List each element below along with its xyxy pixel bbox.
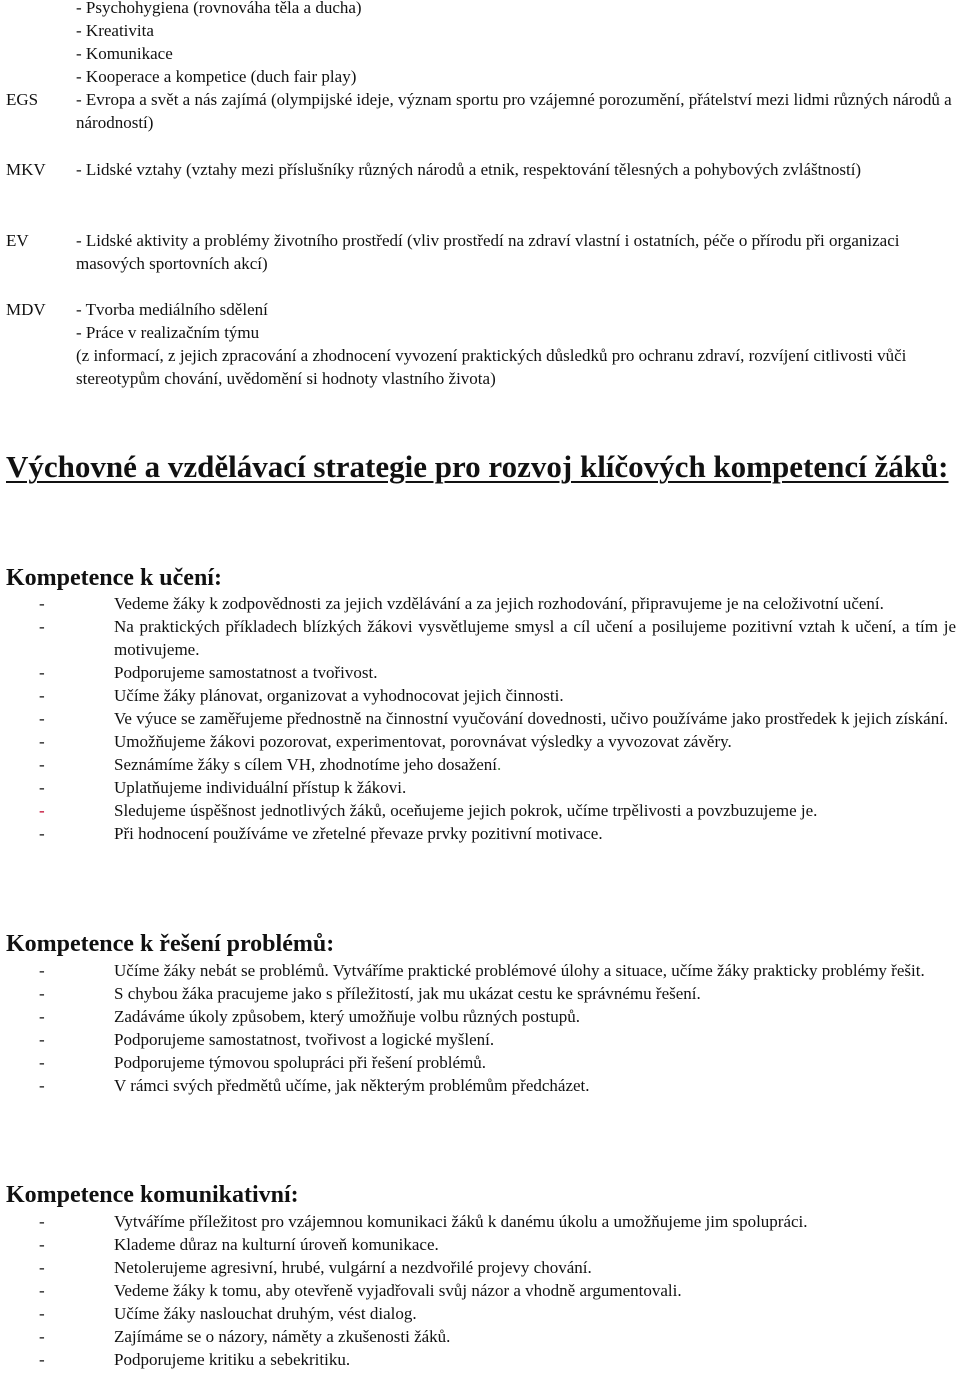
theme-content	[76, 298, 956, 390]
list-item	[0, 982, 960, 1005]
bullet-dash: -	[39, 732, 45, 751]
list-item	[0, 1074, 960, 1097]
bullet-dash: -	[39, 1212, 45, 1231]
list-item-text: Podporujeme kritiku a sebekritiku.	[114, 1350, 351, 1369]
list-item	[0, 1233, 960, 1256]
list-item	[0, 776, 960, 799]
theme-content	[76, 0, 956, 88]
list-item-text: Seznámíme žáky s cílem VH, zhodnotíme jeho dosažení	[114, 755, 498, 774]
list-item-text: Klademe důraz na kulturní úroveň komunikace.	[114, 1235, 439, 1254]
list-item	[0, 615, 960, 661]
list-item-text: Sledujeme úspěšnost jednotlivých žáků, oceňujeme jejich pokrok, učíme trpělivosti a povzbuzujeme je.	[114, 801, 818, 820]
communication-list	[0, 1210, 960, 1371]
section-heading-learning: Kompetence k učení:	[6, 565, 222, 591]
theme-line: - Kooperace a kompetice (duch fair play)	[76, 67, 357, 86]
bullet-dash: -	[39, 1258, 45, 1277]
bullet-dash: -	[39, 594, 45, 613]
section-heading-problem-solving: Kompetence k řešení problémů:	[6, 931, 335, 957]
list-item-text: Učíme žáky plánovat, organizovat a vyhodnocovat jejich činnosti.	[114, 686, 564, 705]
bullet-dash: -	[39, 1053, 45, 1072]
list-item	[0, 661, 960, 684]
bullet-dash: -	[39, 778, 45, 797]
bullet-dash: -	[39, 1350, 45, 1369]
list-item-text: S chybou žáka pracujeme jako s příležitostí, jak mu ukázat cestu ke správnému řešení.	[114, 984, 701, 1003]
list-item	[0, 822, 960, 845]
bullet-dash: -	[39, 709, 45, 728]
list-item-text: Zajímáme se o názory, náměty a zkušenosti žáků.	[114, 1327, 451, 1346]
list-item-text: Vedeme žáky k zodpovědnosti za jejich vzdělávání a za jejich rozhodování, připravujeme je na celoživotní učení.	[114, 594, 884, 613]
list-item-text: Umožňujeme žákovi pozorovat, experimentovat, porovnávat výsledky a vyvozovat závěry.	[114, 732, 732, 751]
theme-line: - Práce v realizačním týmu	[76, 323, 260, 342]
list-item-text: Netolerujeme agresivní, hrubé, vulgární a nezdvořilé projevy chování.	[114, 1258, 592, 1277]
list-item	[0, 959, 960, 982]
list-item-text: Podporujeme týmovou spolupráci při řešení problémů.	[114, 1053, 487, 1072]
list-item	[0, 799, 960, 822]
list-item	[0, 592, 960, 615]
bullet-dash: -	[39, 1304, 45, 1323]
bullet-dash: -	[39, 663, 45, 682]
bullet-dash: -	[39, 755, 45, 774]
list-item	[0, 730, 960, 753]
list-item	[0, 1302, 960, 1325]
list-item-text: Učíme žáky naslouchat druhým, vést dialog.	[114, 1304, 417, 1323]
list-item	[0, 1005, 960, 1028]
list-item	[0, 1051, 960, 1074]
list-item	[0, 1028, 960, 1051]
theme-line: (z informací, z jejich zpracování a zhodnocení vyvození praktických důsledků pro ochranu zdraví, rozvíjení citlivosti vůči stereotypům chování, uvědomění si hodnoty vlastního života)	[76, 346, 907, 388]
list-item-text: Vytváříme příležitost pro vzájemnou komunikaci žáků k danému úkolu a umožňujeme jim spolupráci.	[114, 1212, 808, 1231]
bullet-dash: -	[39, 984, 45, 1003]
list-item	[0, 1348, 960, 1371]
list-item-text: Vedeme žáky k tomu, aby otevřeně vyjadřovali svůj názor a vhodně argumentovali.	[114, 1281, 682, 1300]
bullet-dash: -	[39, 686, 45, 705]
theme-line: - Kreativita	[76, 21, 154, 40]
theme-line: - Psychohygiena (rovnováha těla a ducha)	[76, 0, 362, 17]
list-item-text: Při hodnocení používáme ve zřetelné převaze prvky pozitivní motivace.	[114, 824, 603, 843]
theme-line: - Lidské aktivity a problémy životního prostředí (vliv prostředí na zdraví vlastní i ostatních, péče o přírodu při organizaci masových sportovních akcí)	[76, 231, 900, 273]
theme-line: - Evropa a svět a nás zajímá (olympijské ideje, význam sportu pro vzájemné porozumění, přátelství mezi lidmi různých národů a národností)	[76, 90, 952, 132]
bullet-dash: -	[39, 1281, 45, 1300]
list-item	[0, 753, 960, 776]
bullet-dash: -	[39, 1030, 45, 1049]
list-item-text: Podporujeme samostatnost, tvořivost a logické myšlení.	[114, 1030, 495, 1049]
theme-content	[76, 158, 956, 181]
trailing-dot: .	[497, 755, 502, 774]
theme-abbr: MDV	[6, 300, 46, 319]
theme-line: - Komunikace	[76, 44, 173, 63]
list-item	[0, 1210, 960, 1233]
list-item-text: V rámci svých předmětů učíme, jak některým problémům předcházet.	[114, 1076, 590, 1095]
list-item	[0, 1325, 960, 1348]
problem-solving-list	[0, 959, 960, 1097]
list-item	[0, 684, 960, 707]
bullet-dash: -	[39, 1076, 45, 1095]
theme-content	[76, 229, 956, 275]
list-item-text: Podporujeme samostatnost a tvořivost.	[114, 663, 378, 682]
bullet-dash: -	[39, 801, 45, 820]
list-item	[0, 1279, 960, 1302]
list-item	[0, 707, 960, 730]
learning-list	[0, 592, 960, 845]
theme-abbr: EGS	[6, 90, 39, 109]
page-title: Výchovné a vzdělávací strategie pro rozvoj klíčových kompetencí žáků:	[6, 449, 949, 484]
bullet-dash: -	[39, 1327, 45, 1346]
bullet-dash: -	[39, 824, 45, 843]
theme-abbr: EV	[6, 231, 29, 250]
bullet-dash: -	[39, 1007, 45, 1026]
theme-line: - Tvorba mediálního sdělení	[76, 300, 268, 319]
bullet-dash: -	[39, 617, 45, 636]
section-heading-communication: Kompetence komunikativní:	[6, 1182, 299, 1208]
theme-content	[76, 88, 956, 134]
bullet-dash: -	[39, 1235, 45, 1254]
list-item	[0, 1256, 960, 1279]
theme-line: - Lidské vztahy (vztahy mezi příslušníky různých národů a etnik, respektování tělesných a pohybových zvláštností)	[76, 160, 862, 179]
list-item-text: Na praktických příkladech blízkých žákovi vysvětlujeme smysl a cíl učení a posilujeme pozitivní vztah k učení, a tím je motivujeme.	[114, 617, 956, 659]
list-item-text: Zadáváme úkoly způsobem, který umožňuje volbu různých postupů.	[114, 1007, 580, 1026]
bullet-dash: -	[39, 961, 45, 980]
theme-abbr: MKV	[6, 160, 46, 179]
list-item-text: Uplatňujeme individuální přístup k žákovi.	[114, 778, 407, 797]
list-item-text: Ve výuce se zaměřujeme přednostně na činnostní vyučování dovednosti, učivo používáme jako prostředek k jejich získání.	[114, 709, 949, 728]
list-item-text: Učíme žáky nebát se problémů. Vytváříme praktické problémové úlohy a situace, učíme žáky prakticky problémy řešit.	[114, 961, 925, 980]
